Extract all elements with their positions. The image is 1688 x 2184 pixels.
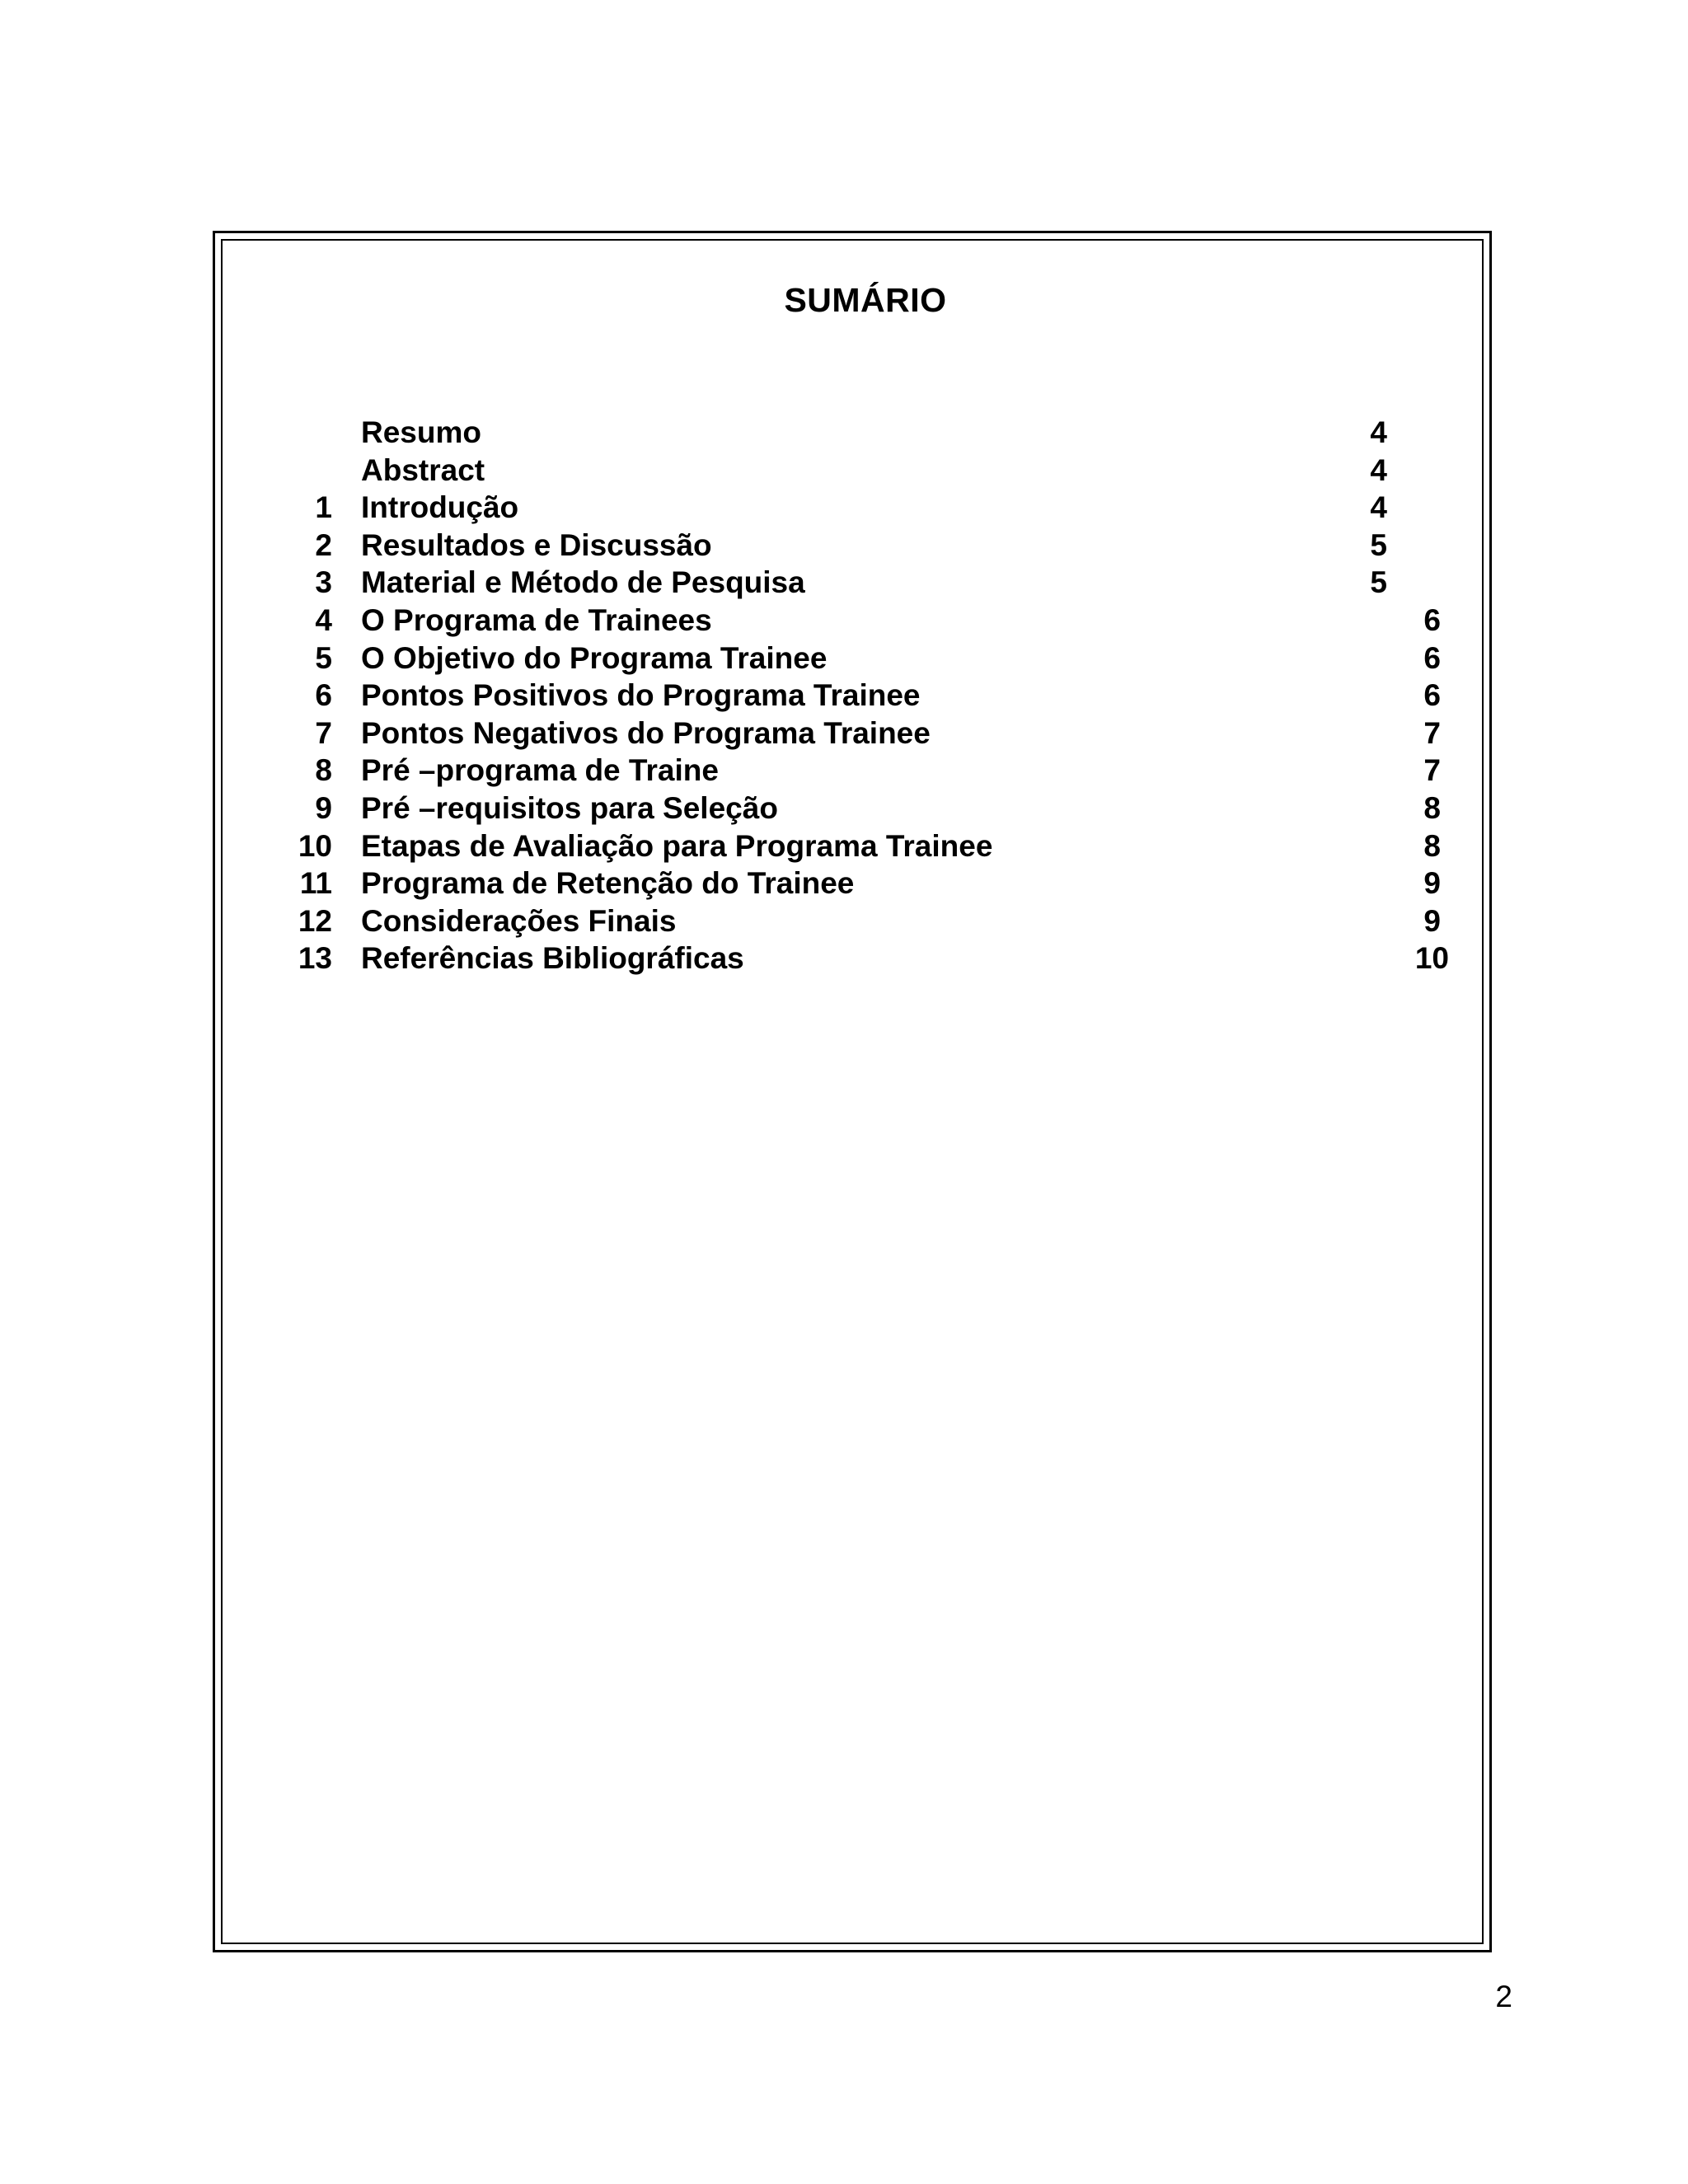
toc-number: 2: [315, 527, 332, 562]
toc-page: 8: [1423, 790, 1441, 825]
toc-row: [0, 715, 1688, 752]
toc-page: 9: [1423, 903, 1441, 938]
toc-page: 4: [1370, 490, 1387, 525]
toc-row: [0, 489, 1688, 527]
toc-number: 3: [315, 565, 332, 600]
toc-label: Pré –requisitos para Seleção: [361, 790, 778, 825]
toc-label: Resumo: [361, 415, 481, 449]
toc-row: [0, 527, 1688, 565]
toc-label: O Objetivo do Programa Trainee: [361, 640, 828, 675]
toc-label: Pontos Positivos do Programa Trainee: [361, 678, 921, 713]
toc-number: 10: [298, 828, 332, 863]
toc-row: [0, 677, 1688, 715]
toc-number: 4: [315, 602, 332, 637]
toc-label: Pontos Negativos do Programa Trainee: [361, 715, 931, 750]
toc-label: Considerações Finais: [361, 903, 677, 938]
toc-label: Resultados e Discussão: [361, 527, 712, 562]
toc-row: [0, 452, 1688, 490]
toc-number: 8: [315, 753, 332, 788]
toc-row: [0, 564, 1688, 602]
toc-page: 7: [1423, 715, 1441, 750]
toc-row: [0, 902, 1688, 940]
toc-page: 6: [1423, 602, 1441, 637]
toc-number: 9: [315, 790, 332, 825]
toc-row: [0, 640, 1688, 677]
toc-number: 6: [315, 678, 332, 713]
toc-page: 5: [1370, 565, 1387, 600]
toc-row: [0, 865, 1688, 902]
toc-label: Pré –programa de Traine: [361, 753, 719, 788]
toc-number: 11: [299, 866, 332, 901]
toc-label: O Programa de Trainees: [361, 602, 712, 637]
toc-number: 7: [315, 715, 332, 750]
toc-label: Referências Bibliográficas: [361, 941, 744, 976]
toc-row: [0, 602, 1688, 640]
toc-page: 6: [1423, 640, 1441, 675]
toc-row: [0, 790, 1688, 827]
toc-number: 12: [298, 903, 332, 938]
toc-row: [0, 940, 1688, 977]
toc-label: Programa de Retenção do Trainee: [361, 866, 855, 901]
toc-number: 1: [315, 490, 332, 525]
toc-page: 4: [1370, 415, 1387, 449]
page-title: SUMÁRIO: [784, 281, 947, 319]
toc-page: 8: [1423, 828, 1441, 863]
toc-page: 7: [1423, 753, 1441, 788]
toc-number: 5: [315, 640, 332, 675]
page-number: 2: [1495, 1980, 1512, 2013]
toc-row: [0, 827, 1688, 865]
toc-label: Abstract: [361, 452, 485, 487]
toc-page: 10: [1414, 941, 1449, 976]
toc-row: [0, 752, 1688, 790]
toc-number: 13: [298, 941, 332, 976]
table-of-contents: [0, 414, 1688, 977]
toc-page: 6: [1423, 678, 1441, 713]
toc-page: 9: [1423, 866, 1441, 901]
toc-page: 4: [1370, 452, 1387, 487]
toc-label: Introdução: [361, 490, 519, 525]
toc-row: [0, 414, 1688, 452]
toc-page: 5: [1370, 527, 1387, 562]
toc-label: Etapas de Avaliação para Programa Trainee: [361, 828, 993, 863]
toc-label: Material e Método de Pesquisa: [361, 565, 805, 600]
